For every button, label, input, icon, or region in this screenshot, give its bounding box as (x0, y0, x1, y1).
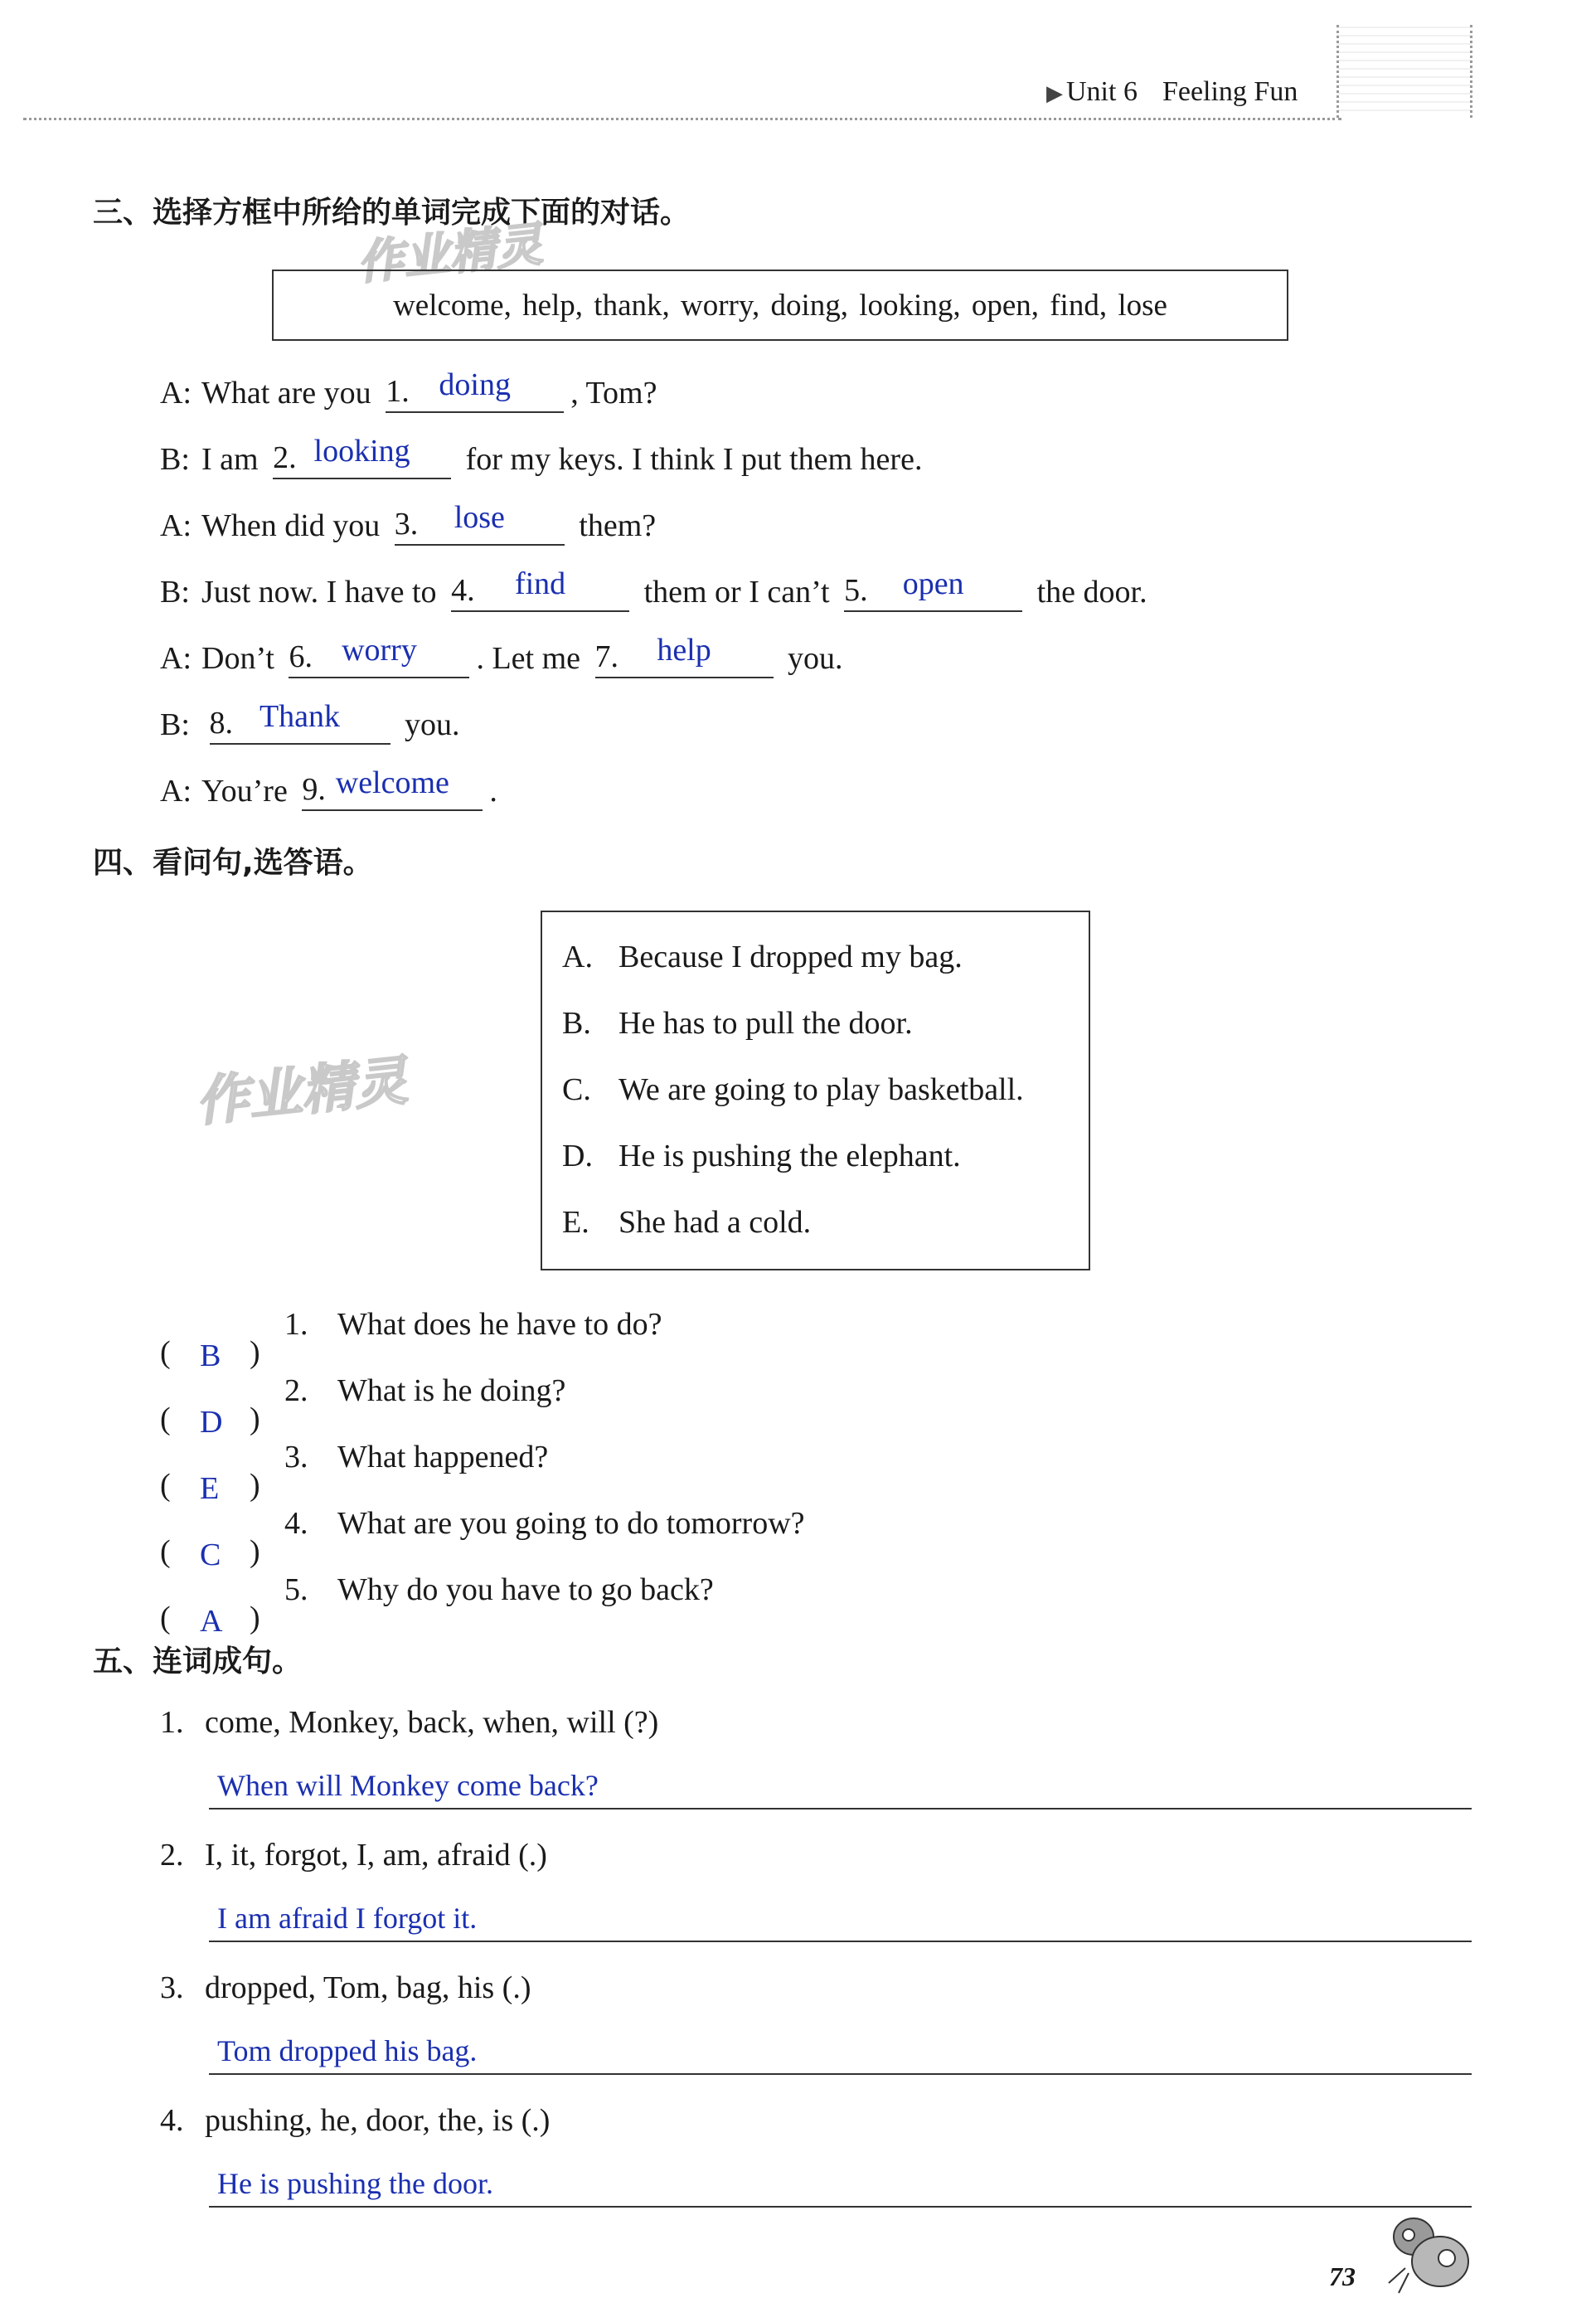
dialogue-line-1: A: What are you 1. doing , Tom? (160, 373, 657, 413)
answer-1: doing (439, 367, 511, 402)
answer-7: help (657, 633, 711, 668)
blank-2[interactable]: 2. looking (273, 441, 451, 479)
option-e: E. She had a cold. (562, 1205, 812, 1240)
blank-7[interactable]: 7. help (595, 640, 774, 678)
question-2: ( D ) 2. What is he doing? (160, 1373, 566, 1440)
section-3-heading: 三、选择方框中所给的单词完成下面的对话。 (93, 196, 691, 230)
section-5-heading: 五、连词成句。 (93, 1644, 303, 1678)
blank-3[interactable]: 3. lose (395, 508, 565, 546)
watermark: 作业精灵 (192, 1050, 410, 1134)
header-corner-decoration (1336, 25, 1472, 118)
blank-6[interactable]: 6. worry (289, 640, 469, 678)
sentence-item-1: 1. come, Monkey, back, when, will (?) (160, 1705, 659, 1740)
watermark: 作业精灵 (354, 217, 546, 291)
option-d: D. He is pushing the elephant. (562, 1139, 961, 1173)
answer-3: lose (454, 500, 505, 535)
blank-5[interactable]: 5. open (844, 574, 1022, 612)
sentence-item-3: 3. dropped, Tom, bag, his (.) (160, 1970, 531, 2005)
dialogue-line-7: A: You’re 9. welcome . (160, 771, 497, 811)
question-3: ( E ) 3. What happened? (160, 1440, 549, 1506)
triangle-icon: ▶ (1046, 81, 1063, 105)
blank-8[interactable]: 8. Thank (210, 707, 391, 745)
answer-5: open (902, 566, 964, 601)
answer-text-3: Tom dropped his bag. (217, 2034, 478, 2067)
dialogue-line-5: A: Don’t 6. worry . Let me 7. help you. (160, 639, 843, 678)
header-unit: Unit 6 (1066, 76, 1138, 107)
sentence-item-4: 4. pushing, he, door, the, is (.) (160, 2103, 551, 2138)
sentence-item-2: 2. I, it, forgot, I, am, afraid (.) (160, 1838, 547, 1873)
header-title: Feeling Fun (1162, 76, 1298, 107)
blank-1[interactable]: 1. doing (386, 375, 564, 413)
header-divider (23, 118, 1341, 120)
question-1: ( B ) 1. What does he have to do? (160, 1307, 662, 1373)
option-c: C. We are going to play basketball. (562, 1072, 1024, 1107)
dialogue-line-3: A: When did you 3. lose them? (160, 506, 656, 546)
running-header (1046, 76, 1298, 108)
answer-text-2: I am afraid I forgot it. (217, 1902, 478, 1935)
answer-text-1: When will Monkey come back? (217, 1769, 599, 1802)
option-b: B. He has to pull the door. (562, 1006, 913, 1041)
butterfly-icon (1380, 2210, 1476, 2301)
answer-2: looking (313, 434, 410, 469)
option-a: A. Because I dropped my bag. (562, 940, 963, 974)
blank-4[interactable]: 4. find (451, 574, 629, 612)
page-number: 73 (1329, 2261, 1356, 2291)
blank-9[interactable]: 9. welcome (302, 773, 483, 811)
answer-8: Thank (259, 699, 341, 734)
answer-9: welcome (335, 765, 449, 800)
question-5: ( A ) 5. Why do you have to go back? (160, 1572, 714, 1639)
dialogue-line-2: B: I am 2. looking for my keys. I think I put them here. (160, 440, 922, 479)
dialogue-line-4: B: Just now. I have to 4. find them or I can’t 5. open the door. (160, 572, 1147, 612)
word-box: welcome, help, thank, worry, doing, looking, open, find, lose (272, 270, 1288, 341)
answer-6: worry (342, 633, 417, 668)
answer-text-4: He is pushing the door. (217, 2167, 493, 2200)
dialogue-line-6: B: 8. Thank you. (160, 705, 460, 745)
answer-4: find (514, 566, 566, 601)
section-4-heading: 四、看问句,选答语。 (93, 846, 373, 880)
question-4: ( C ) 4. What are you going to do tomorrow? (160, 1506, 805, 1572)
